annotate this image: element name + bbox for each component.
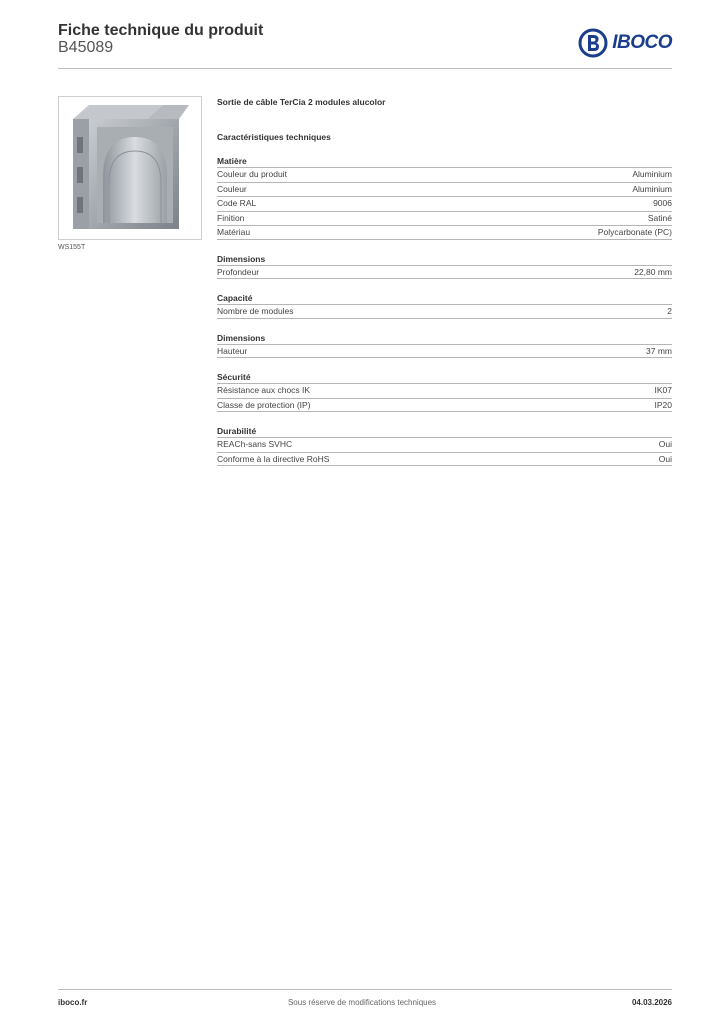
- spec-row: [217, 265, 672, 280]
- product-code: B45089: [58, 39, 114, 56]
- section-title: Durabilité: [217, 426, 257, 436]
- spec-section: [217, 253, 672, 280]
- document-title: Fiche technique du produit: [58, 22, 264, 39]
- spec-label: Profondeur: [217, 266, 260, 277]
- spec-section: [217, 155, 672, 240]
- spec-label: Couleur du produit: [217, 169, 287, 179]
- spec-value: Polycarbonate (PC): [597, 227, 672, 237]
- section-title: Dimensions: [217, 253, 266, 264]
- spec-label: Matériau: [217, 227, 251, 237]
- section-title: Sécurité: [217, 372, 251, 382]
- spec-label: Code RAL: [217, 198, 257, 208]
- spec-value: Aluminium: [632, 183, 672, 194]
- spec-section: [217, 371, 672, 412]
- spec-row: [217, 196, 672, 211]
- spec-rows: [217, 344, 672, 359]
- section-title: Matière: [217, 156, 247, 166]
- spec-value: Oui: [658, 439, 672, 449]
- spec-value: Satiné: [647, 212, 672, 223]
- spec-row: [217, 211, 672, 226]
- spec-label: Finition: [217, 212, 245, 223]
- spec-value: 37 mm: [646, 345, 672, 356]
- spec-row: [217, 167, 672, 182]
- spec-label: Résistance aux chocs IK: [217, 385, 311, 395]
- header-divider: [58, 68, 672, 69]
- product-image: [58, 96, 202, 240]
- spec-row: [217, 383, 672, 398]
- spec-value: IK07: [654, 385, 672, 395]
- spec-row: [217, 344, 672, 359]
- spec-rows: [217, 167, 672, 240]
- spec-section: [217, 425, 672, 466]
- spec-row: [217, 304, 672, 319]
- iboco-logo-icon: [578, 28, 608, 58]
- spec-label: REACh-sans SVHC: [217, 439, 293, 449]
- product-name: Sortie de câble TerCia 2 modules alucolor: [217, 97, 386, 107]
- spec-rows: [217, 304, 672, 319]
- spec-value: 2: [667, 306, 672, 316]
- footer-website: iboco.fr: [58, 998, 88, 1007]
- footer-date: 04.03.2026: [631, 998, 672, 1007]
- spec-rows: [217, 383, 672, 412]
- spec-section: [217, 292, 672, 319]
- spec-row: [217, 452, 672, 467]
- spec-value: IP20: [654, 399, 672, 410]
- spec-rows: [217, 437, 672, 466]
- spec-label: Hauteur: [217, 345, 248, 356]
- spec-value: Oui: [658, 453, 672, 464]
- spec-sections: [217, 155, 672, 466]
- spec-row: [217, 398, 672, 413]
- spec-label: Conforme à la directive RoHS: [217, 453, 330, 464]
- spec-row: [217, 225, 672, 240]
- section-title: Dimensions: [217, 332, 266, 343]
- spec-value: 9006: [653, 198, 672, 208]
- spec-rows: [217, 265, 672, 280]
- specs-heading: Caractéristiques techniques: [217, 132, 331, 142]
- spec-value: Aluminium: [632, 169, 672, 179]
- spec-row: [217, 437, 672, 452]
- iboco-logo: [578, 28, 672, 58]
- spec-sheet: [217, 96, 672, 466]
- image-caption: WS155T: [58, 244, 86, 251]
- spec-value: 22,80 mm: [634, 266, 672, 277]
- logo-text: IBOCO: [612, 32, 672, 53]
- spec-label: Couleur: [217, 183, 247, 194]
- cable-outlet-illustration: [59, 97, 201, 239]
- spec-label: Classe de protection (IP): [217, 399, 311, 410]
- page-header: [58, 22, 672, 70]
- footer-divider: [58, 989, 672, 990]
- section-title: Capacité: [217, 293, 253, 303]
- footer-note: Sous réserve de modifications techniques: [287, 998, 437, 1007]
- spec-section: [217, 332, 672, 359]
- spec-label: Nombre de modules: [217, 306, 294, 316]
- spec-row: [217, 182, 672, 197]
